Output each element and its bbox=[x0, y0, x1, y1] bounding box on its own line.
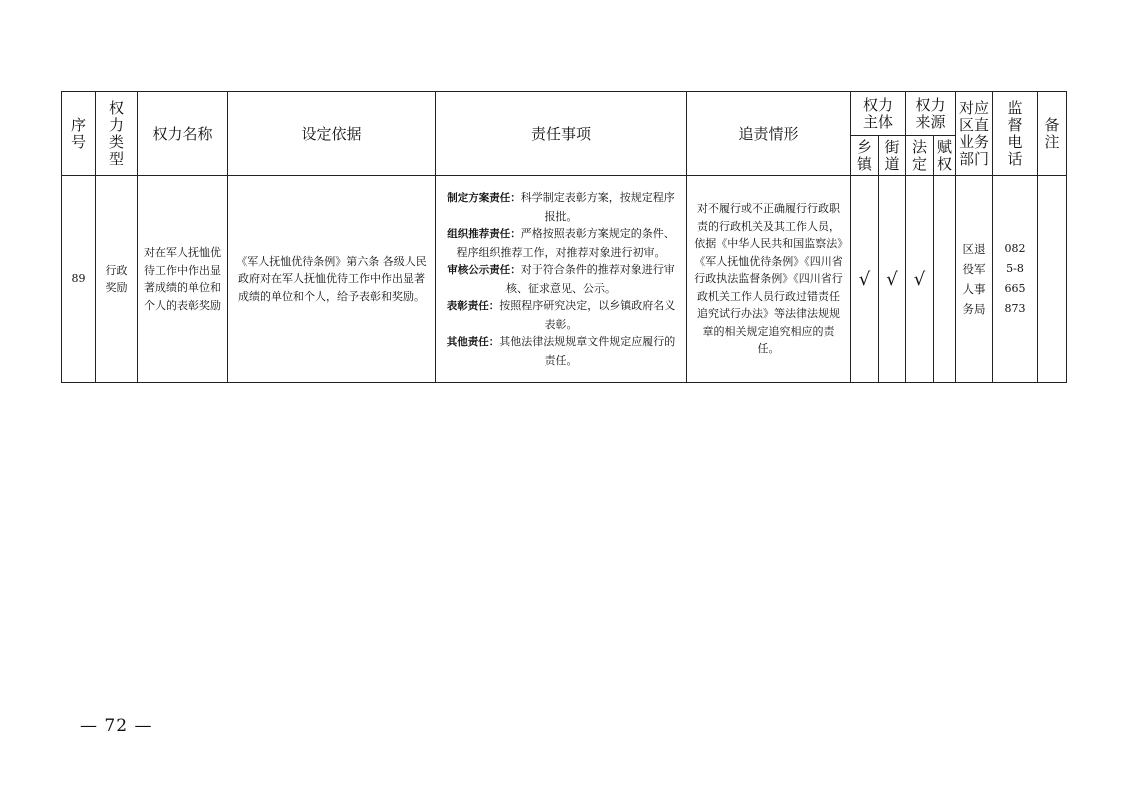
page-number: — 72 — bbox=[80, 716, 153, 736]
header-source-legal: 法定 bbox=[906, 136, 934, 176]
cell-duties bbox=[436, 176, 687, 383]
header-subject-township: 乡镇 bbox=[851, 136, 879, 176]
header-phone: 监督电话 bbox=[993, 92, 1038, 176]
header-remarks: 备注 bbox=[1038, 92, 1067, 176]
duty-item: 其他责任：其他法律法规规章文件规定应履行的责任。 bbox=[446, 335, 676, 367]
cell-power-name: 对在军人抚恤优待工作中作出显著成绩的单位和个人的表彰奖励 bbox=[138, 176, 228, 383]
duty-item: 组织推荐责任：严格按照表彰方案规定的条件、程序组织推荐工作，对推荐对象进行初审。 bbox=[447, 227, 675, 259]
check-granted bbox=[934, 176, 956, 383]
header-duties: 责任事项 bbox=[436, 92, 687, 176]
header-power-source: 权力来源 bbox=[906, 92, 956, 136]
check-township: √ bbox=[851, 176, 879, 383]
header-seq: 序号 bbox=[62, 92, 96, 176]
header-power-name: 权力名称 bbox=[138, 92, 228, 176]
cell-seq: 89 bbox=[62, 176, 96, 383]
cell-phone: 0825-8665873 bbox=[993, 176, 1038, 383]
cell-power-type: 行政奖励 bbox=[96, 176, 138, 383]
table-row bbox=[62, 176, 1067, 383]
header-subject-street: 街道 bbox=[879, 136, 906, 176]
header-accountability: 追责情形 bbox=[687, 92, 851, 176]
header-power-type: 权力类型 bbox=[96, 92, 138, 176]
cell-dept: 区退役军人事务局 bbox=[956, 176, 993, 383]
cell-accountability: 对不履行或不正确履行行政职责的行政机关及其工作人员，依据《中华人民共和国监察法》《军人抚恤优待条例》《四川省行政执法监督条例》《四川省行政机关工作人员行政过错责任追究试行办法》等法律法规规章的相关规定追究相应的责任。 bbox=[687, 176, 851, 383]
cell-basis: 《军人抚恤优待条例》第六条 各级人民政府对在军人抚恤优待工作中作出显著成绩的单位和个人，给予表彰和奖励。 bbox=[228, 176, 436, 383]
duty-item: 表彰责任：按照程序研究决定，以乡镇政府名义表彰。 bbox=[446, 299, 676, 331]
duty-item: 制定方案责任：科学制定表彰方案，按规定程序报批。 bbox=[447, 191, 675, 223]
check-street: √ bbox=[879, 176, 906, 383]
check-legal: √ bbox=[906, 176, 934, 383]
header-dept: 对应区直业务部门 bbox=[956, 92, 993, 176]
duty-item: 审核公示责任：对于符合条件的推荐对象进行审核、征求意见、公示。 bbox=[447, 263, 675, 295]
header-power-subject: 权力主体 bbox=[851, 92, 906, 136]
cell-remarks bbox=[1038, 176, 1067, 383]
header-source-granted: 赋权 bbox=[934, 136, 956, 176]
header-row-1 bbox=[62, 92, 1067, 136]
header-basis: 设定依据 bbox=[228, 92, 436, 176]
power-list-table bbox=[61, 91, 1067, 383]
